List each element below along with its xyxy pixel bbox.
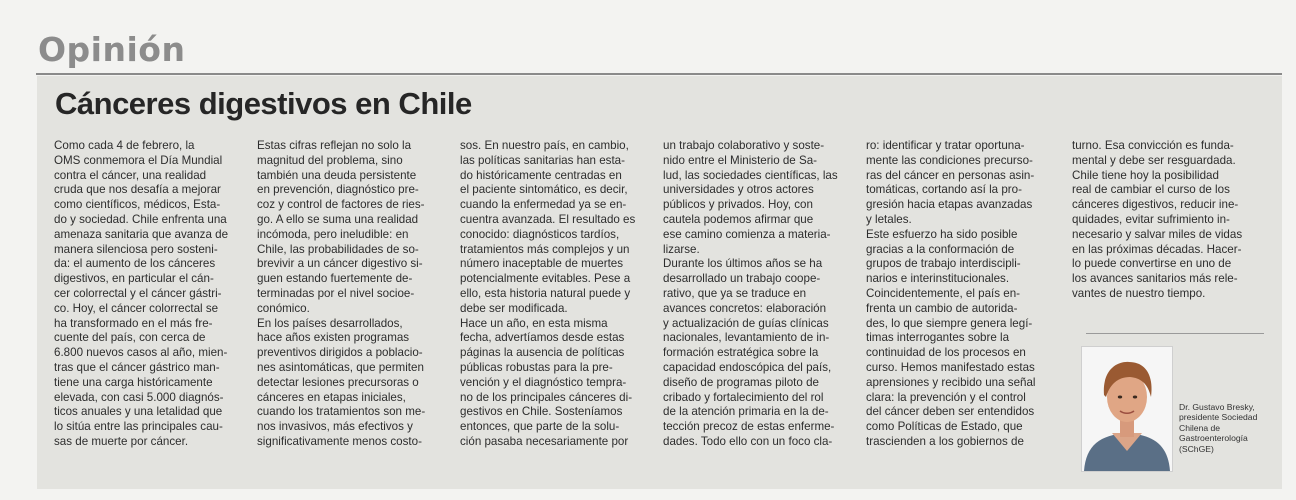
article-text-line: tras que el cáncer gástrico man-	[54, 360, 220, 374]
article-text-line: Hace un año, en esta misma	[460, 316, 608, 330]
article-text-line: sos. En nuestro país, en cambio,	[460, 139, 629, 152]
article-text-line: mental y debe ser resguardada.	[1072, 153, 1236, 167]
article-text-line: rativo, que ya se traduce en	[663, 286, 807, 300]
article-text-line: Este esfuerzo ha sido posible	[866, 227, 1018, 241]
article-text-line: tratamientos más complejos y un	[460, 242, 630, 256]
article-text-line: conocido: diagnósticos tardíos,	[460, 227, 620, 241]
article-text-line: Coincidentemente, el país en-	[866, 286, 1021, 300]
article-text-line: terminadas por el nivel socioe-	[257, 286, 415, 300]
article-text-line: quidades, evitar sufrimiento in-	[1072, 212, 1230, 226]
article-text-line: los avances sanitarios más rele-	[1072, 272, 1238, 286]
article-text-line: el paciente sintomático, es decir,	[460, 183, 628, 197]
article-text-line: gracias a la conformación de	[866, 242, 1015, 256]
article-text-line: nacionales, levantamiento de in-	[663, 331, 830, 345]
article-text-line: ello, esta historia natural puede y	[460, 286, 631, 300]
article-text-line: do y sociedad. Chile enfrenta una	[54, 212, 227, 226]
author-name: Dr. Gustavo Bresky,	[1179, 402, 1255, 412]
article-text-line: cuentra avanzada. El resultado es	[460, 212, 636, 226]
article-column-3	[460, 139, 638, 450]
article-text-line: brevivir a un cáncer digestivo si-	[257, 257, 423, 271]
article-text-line: sas de muerte por cáncer.	[54, 434, 189, 448]
article-text-line: necesario y salvar miles de vidas	[1072, 227, 1243, 241]
article-text-line: cruda que nos desafía a mejorar	[54, 183, 221, 197]
article-text-line: desarrollado un trabajo coope-	[663, 272, 821, 286]
article-text-line: clara: la prevención y el control	[866, 390, 1026, 404]
article-text-line: hace años existen programas	[257, 331, 410, 345]
article-text-line: debe ser modificada.	[460, 301, 568, 315]
article-text-line: aprensiones y recibido una señal	[866, 375, 1036, 389]
article-text-line: preventivos dirigidos a poblacio-	[257, 346, 423, 360]
article-text-line: Estas cifras reflejan no solo la	[257, 139, 412, 152]
article-text-line: grupos de trabajo interdiscipli-	[866, 257, 1021, 271]
article-text-line: lud, las sociedades científicas, las	[663, 168, 838, 182]
article-text-line: como científicos, médicos, Esta-	[54, 198, 221, 212]
article-text-line: da: el aumento de los cánceres	[54, 257, 216, 271]
article-text-line: do históricamente centradas en	[460, 168, 622, 182]
article-text-line: cuando los tratamientos son me-	[257, 405, 426, 419]
article-text-line: del cáncer deben ser entendidos	[866, 405, 1035, 419]
article-text-line: y letales.	[866, 212, 912, 226]
article-text-line: ese camino comienza a materia-	[663, 227, 831, 241]
article-text-line: co. Hoy, el cáncer colorrectal se	[54, 301, 219, 315]
article-text-line: manera silenciosa pero sosteni-	[54, 242, 218, 256]
author-photo	[1081, 346, 1173, 472]
article-text-line: frenta un cambio de autorida-	[866, 301, 1018, 315]
article-text-line: En los países desarrollados,	[257, 316, 403, 330]
article-text-line: cribado y fortalecimiento del rol	[663, 390, 824, 404]
article-text-line: dades. Todo ello con un foco cla-	[663, 434, 833, 448]
article-text-line: ras del cáncer en personas asin-	[866, 168, 1035, 182]
article-text-line: des, lo que siempre genera legí-	[866, 316, 1033, 330]
article-text-line: lo puede convertirse en uno de	[1072, 257, 1232, 271]
article-text-line: fecha, advertíamos desde estas	[460, 331, 625, 345]
article-text-line: públicos y privados. Hoy, con	[663, 198, 813, 212]
article-text-line: cer colorrectal y el cáncer gástri-	[54, 286, 222, 300]
article-column-5	[866, 139, 1044, 450]
article-text-line: ción pasaba necesariamente por	[460, 434, 629, 448]
article-text-line: nos invasivos, más efectivos y	[257, 420, 413, 434]
article-text-line: universidades y otros actores	[663, 183, 814, 197]
article-text-line: Durante los últimos años se ha	[663, 257, 823, 271]
article-text-line: ro: identificar y tratar oportuna-	[866, 139, 1025, 152]
article-text-line: en las próximas décadas. Hacer-	[1072, 242, 1242, 256]
article-text-line: tección precoz de estas enferme-	[663, 420, 835, 434]
article-text-line: no de los principales cánceres di-	[460, 390, 633, 404]
article-text-line: coz y control de factores de ries-	[257, 198, 425, 212]
article-text-line: número inaceptable de muertes	[460, 257, 624, 271]
article-text-line: elevada, con casi 5.000 diagnós-	[54, 390, 224, 404]
article-text-line: públicas robustas para la pre-	[460, 360, 613, 374]
article-text-line: cuando la enfermedad ya se en-	[460, 198, 627, 212]
author-role: Chilena de	[1179, 422, 1221, 433]
article-text-line: potencialmente evitables. Pese a	[460, 272, 631, 286]
article-text-line: trascienden a los gobiernos de	[866, 434, 1024, 448]
article-text-line: Chile tiene hoy la posibilidad	[1072, 168, 1219, 182]
article-text-line: tomáticas, cortando así la pro-	[866, 183, 1022, 197]
article-text-line: contra el cáncer, una realidad	[54, 168, 207, 182]
article-text-line: y actualización de guías clínicas	[663, 316, 829, 330]
article-text-line: ticos anuales y una letalidad que	[54, 405, 223, 419]
article-text-line: cautela podemos afirmar que	[663, 212, 814, 226]
article-text-line: curso. Hemos manifestado estas	[866, 360, 1035, 374]
article-text-line: digestivos, en particular el cán-	[54, 272, 214, 286]
author-role: Gastroenterología	[1179, 433, 1248, 444]
article-text-line: gresión hacia etapas avanzadas	[866, 198, 1033, 212]
article-text-line: capacidad endoscópica del país,	[663, 360, 832, 374]
section-label: Opinión	[38, 30, 186, 69]
article-text-line: mente las condiciones precurso-	[866, 153, 1033, 167]
author-role: presidente Sociedad	[1179, 412, 1258, 423]
article-text-line: como Políticas de Estado, que	[866, 420, 1023, 434]
article-text-line: magnitud del problema, sino	[257, 153, 403, 167]
article-text-line: timas interrogantes sobre la	[866, 331, 1010, 345]
article-text-line: conómico.	[257, 301, 310, 315]
article-text-line: amenaza sanitaria que avanza de	[54, 227, 229, 241]
article-text-line: ha transformado en el más fre-	[54, 316, 213, 330]
article-text-line: lo sitúa entre las principales cau-	[54, 420, 223, 434]
article-column-6	[1072, 139, 1250, 302]
article-column-2	[257, 139, 435, 450]
article-text-line: entonces, que parte de la solu-	[460, 420, 620, 434]
article-text-line: lizarse.	[663, 242, 700, 256]
article-text-line: OMS conmemora el Día Mundial	[54, 153, 223, 167]
article-text-line: también una deuda persistente	[257, 168, 417, 182]
article-text-line: nido entre el Ministerio de Sa-	[663, 153, 818, 167]
article-text-line: 6.800 nuevos casos al año, mien-	[54, 346, 228, 360]
article-text-line: guen estando fuertemente de-	[257, 272, 413, 286]
article-text-line: narios e interinstitucionales.	[866, 272, 1010, 286]
article-text-line: Como cada 4 de febrero, la	[54, 139, 195, 152]
article-text-line: cuente del país, con cerca de	[54, 331, 206, 345]
article-text-line: significativamente menos costo-	[257, 434, 422, 448]
article-text-line: avances concretos: elaboración	[663, 301, 827, 315]
article-text-line: formación estratégica sobre la	[663, 346, 819, 360]
article-text-line: Chile, las probabilidades de so-	[257, 242, 419, 256]
article-text-line: cánceres en etapas iniciales,	[257, 390, 406, 404]
author-portrait-icon	[1082, 347, 1172, 471]
article-column-4	[663, 139, 841, 450]
article-text-line: tiene una carga históricamente	[54, 375, 213, 389]
article-text-line: gestivos en Chile. Sosteníamos	[460, 405, 623, 419]
author-caption	[1179, 402, 1269, 454]
article-text-line: cánceres digestivos, reducir ine-	[1072, 198, 1239, 212]
article-text-line: nes asintomáticas, que permiten	[257, 360, 424, 374]
article-text-line: vención y el diagnóstico tempra-	[460, 375, 627, 389]
section-rule	[36, 73, 1282, 75]
article-text-line: go. A ello se suma una realidad	[257, 212, 419, 226]
article-text-line: turno. Esa convicción es funda-	[1072, 139, 1234, 152]
article-text-line: páginas la ausencia de políticas	[460, 346, 625, 360]
article-text-line: incómoda, pero ineludible: en	[257, 227, 409, 241]
article-text-line: un trabajo colaborativo y soste-	[663, 139, 825, 152]
article-text-line: detectar lesiones precursoras o	[257, 375, 419, 389]
article-column-1	[54, 139, 232, 450]
author-role: (SChGE)	[1179, 443, 1214, 454]
article-text-line: diseño de programas piloto de	[663, 375, 819, 389]
article-text-line: continuidad de los procesos en	[866, 346, 1026, 360]
article-text-line: las políticas sanitarias han esta-	[460, 153, 625, 167]
author-divider	[1086, 333, 1264, 334]
article-text-line: de la atención primaria en la de-	[663, 405, 829, 419]
article-text-line: en prevención, diagnóstico pre-	[257, 183, 419, 197]
article-text-line: vantes de nuestro tiempo.	[1072, 286, 1206, 300]
article-text-line: real de cambiar el curso de los	[1072, 183, 1230, 197]
article-headline: Cánceres digestivos en Chile	[55, 86, 472, 121]
